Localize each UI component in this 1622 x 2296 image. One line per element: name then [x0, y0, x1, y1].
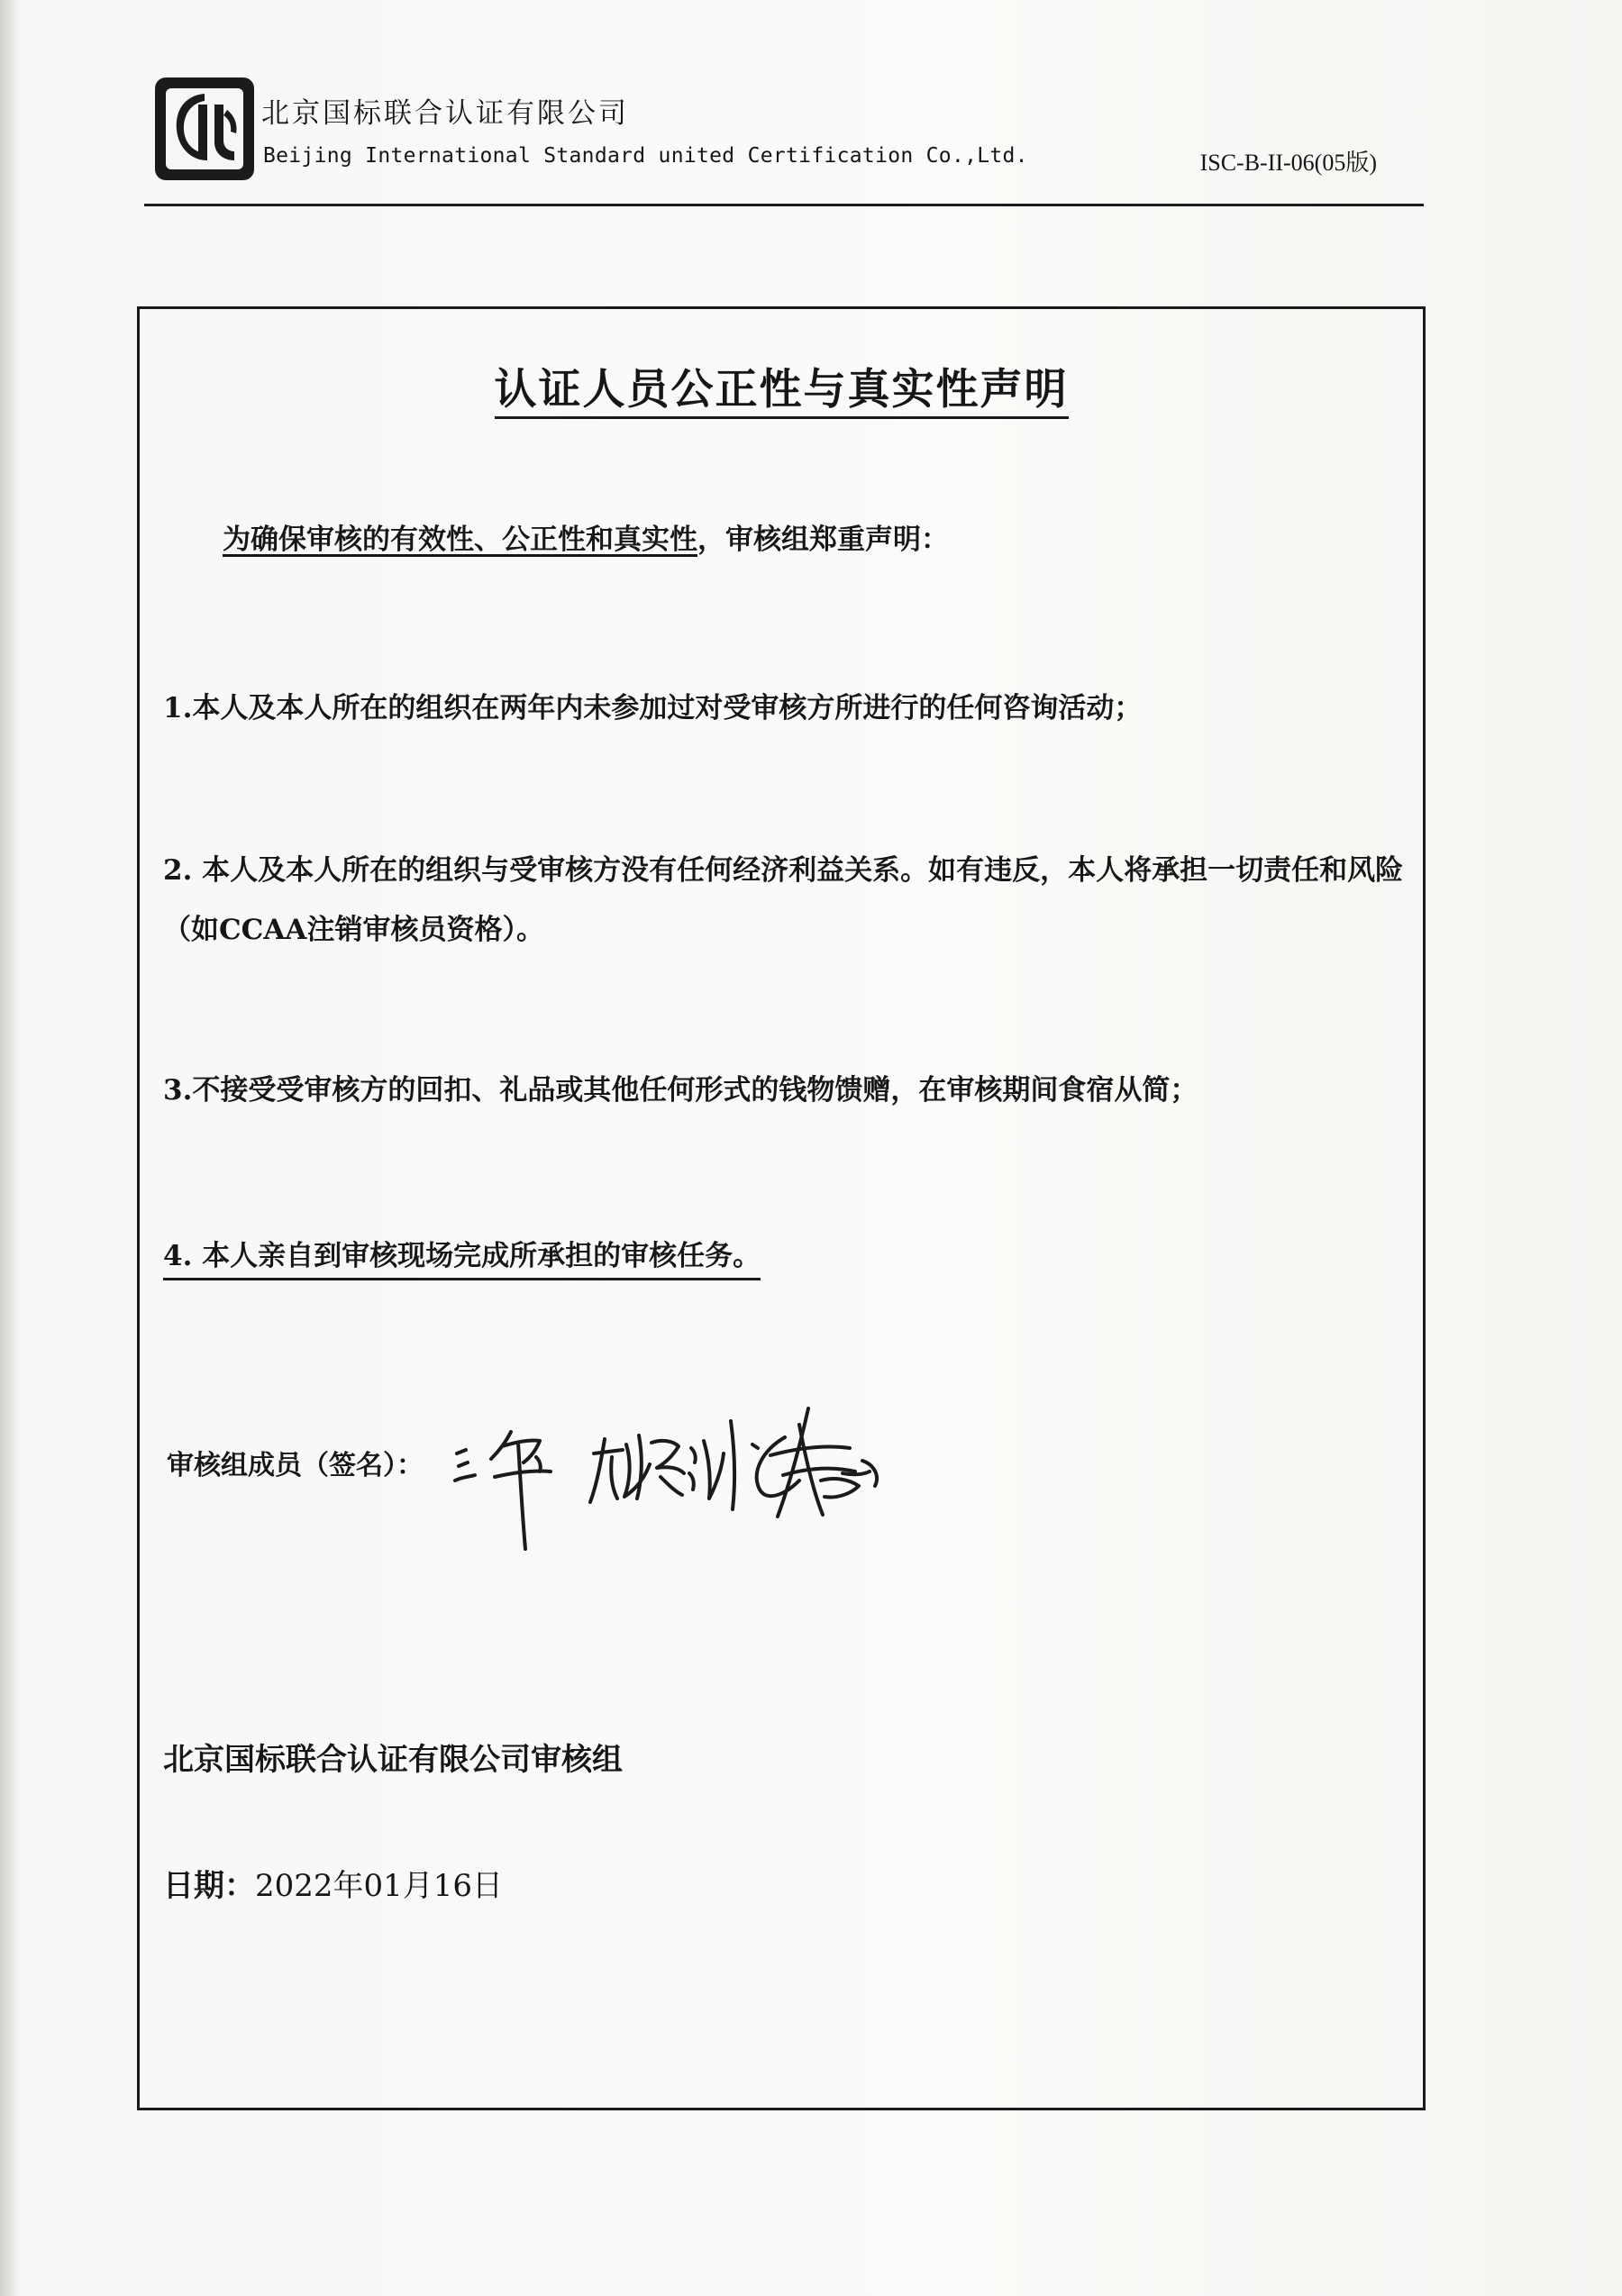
date-label: 日期： [163, 1868, 255, 1904]
signature-label: 审核组成员（签名）： [167, 1450, 424, 1481]
signature-2 [590, 1421, 734, 1509]
statement-item-4 [163, 1226, 1416, 1286]
intro-rest: ，审核组郑重声明： [697, 524, 949, 556]
statement-item-2: 2. 本人及本人所在的组织与受审核方没有任何经济利益关系。如有违反，本人将承担一切责任和风险（如CCAA注销审核员资格）。 [163, 854, 1404, 946]
company-name-en: Beijing International Standard united Certification Co.,Ltd. [263, 144, 1028, 168]
statement-frame [137, 306, 1426, 2110]
company-name-cn: 北京国标联合认证有限公司 [261, 97, 629, 130]
handwritten-signatures [446, 1390, 1023, 1580]
header-divider [144, 204, 1424, 206]
statement-title [140, 356, 1423, 416]
document-code: ISC-B-II-06(05版) [1199, 150, 1377, 176]
statement-item-3: 3.不接受受审核方的回扣、礼品或其他任何形式的钱物馈赠，在审核期间食宿从简； [163, 1074, 1198, 1107]
statement-item-1: 1.本人及本人所在的组织在两年内未参加过对受审核方所进行的任何咨询活动； [163, 692, 1143, 724]
signature-1 [455, 1432, 551, 1549]
statement-item-4-text: 4. 本人亲自到审核现场完成所承担的审核任务。 [163, 1240, 761, 1280]
date-value: 2022年01月16日 [255, 1868, 504, 1904]
organization-name: 北京国标联合认证有限公司审核组 [163, 1742, 623, 1778]
intro-underlined: 为确保审核的有效性、公正性和真实性 [223, 524, 697, 556]
isc-logo-icon [151, 74, 258, 184]
statement-intro [223, 516, 949, 557]
statement-title-text: 认证人员公正性与真实性声明 [495, 365, 1069, 419]
signature-3 [752, 1408, 877, 1517]
statement-date [163, 1861, 503, 1905]
